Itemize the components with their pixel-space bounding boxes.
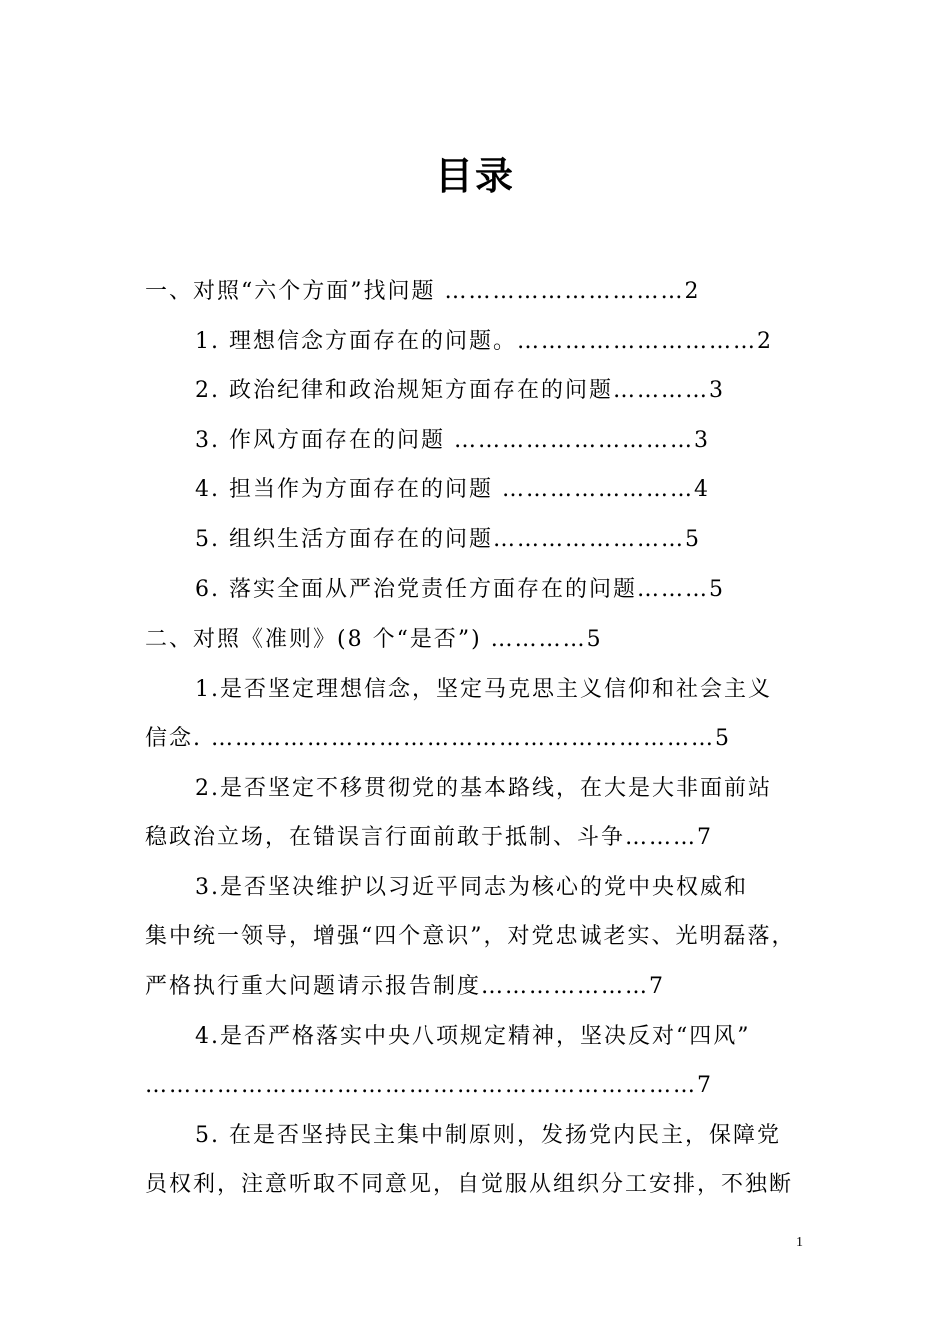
toc-item-1-6: 6. 落实全面从严治党责任方面存在的问题………5 — [195, 577, 725, 602]
toc-item-2-1: 1.是否坚定理想信念，坚定马克思主义信仰和社会主义 — [195, 677, 772, 702]
toc-item-2-4-cont: ……………………………………………………………7 — [145, 1073, 713, 1098]
toc-item-1-3: 3. 作风方面存在的问题 …………………………3 — [195, 428, 710, 453]
toc-item-1-1: 1. 理想信念方面存在的问题。…………………………2 — [195, 329, 773, 354]
toc-item-1-4: 4. 担当作为方面存在的问题 ……………………4 — [195, 477, 710, 502]
toc-item-2-4: 4.是否严格落实中央八项规定精神，坚决反对“四风” — [195, 1024, 751, 1049]
page-number: 1 — [796, 1235, 803, 1250]
page-title: 目录 — [434, 154, 515, 198]
toc-item-2-3-cont1: 集中统一领导，增强“四个意识”，对党忠诚老实、光明磊落， — [145, 924, 796, 949]
toc-item-2-1-cont: 信念. ………………………………………………………5 — [145, 726, 731, 751]
toc-section-1: 一、对照“六个方面”找问题 …………………………2 — [145, 279, 701, 304]
toc-item-2-3: 3.是否坚决维护以习近平同志为核心的党中央权威和 — [195, 875, 748, 900]
toc-item-2-3-cont2: 严格执行重大问题请示报告制度…………………7 — [145, 974, 665, 999]
toc-section-2: 二、对照《准则》(8 个“是否”) …………5 — [145, 627, 603, 652]
toc-item-2-5: 5. 在是否坚持民主集中制原则，发扬党内民主，保障党 — [195, 1123, 781, 1148]
toc-item-2-2-cont: 稳政治立场，在错误言行面前敢于抵制、斗争………7 — [145, 825, 713, 850]
toc-item-2-2: 2.是否坚定不移贯彻党的基本路线，在大是大非面前站 — [195, 776, 772, 801]
toc-item-1-5: 5. 组织生活方面存在的问题……………………5 — [195, 527, 701, 552]
toc-item-1-2: 2. 政治纪律和政治规矩方面存在的问题…………3 — [195, 378, 725, 403]
toc-item-2-5-cont: 员权利，注意听取不同意见，自觉服从组织分工安排，不独断 — [145, 1172, 794, 1197]
